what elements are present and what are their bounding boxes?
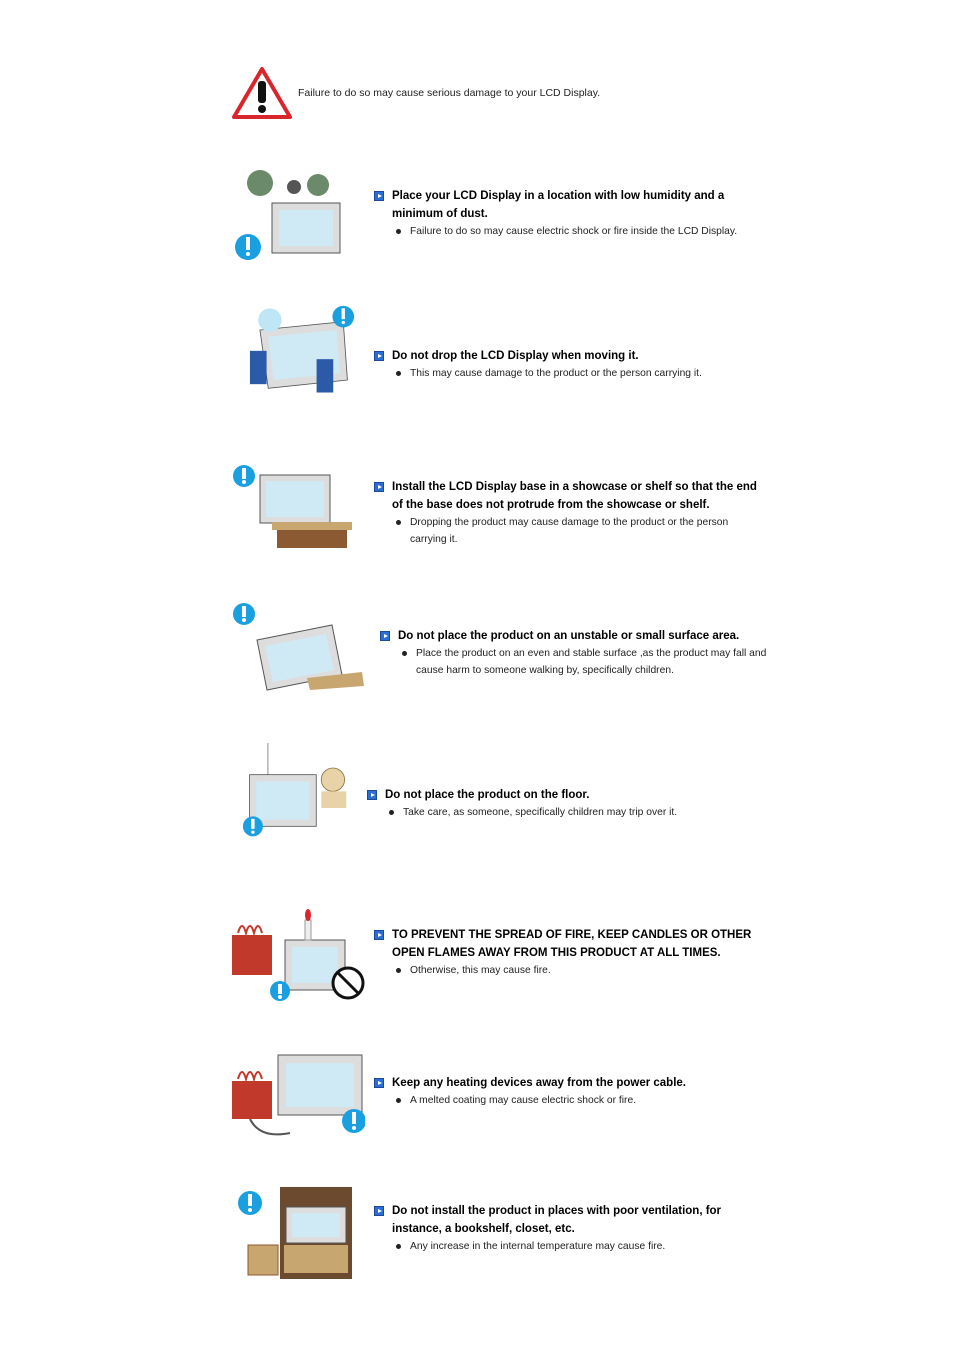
dot-bullet-icon	[396, 968, 401, 973]
list-item	[374, 1074, 754, 1109]
list-item	[374, 347, 754, 382]
warning-text: Failure to do so may cause serious damage to your LCD Display.	[298, 87, 601, 99]
list-item	[374, 1202, 744, 1255]
bullet-arrow-icon	[374, 351, 384, 361]
dot-bullet-icon	[396, 229, 401, 234]
item-title: Do not place the product on the floor.	[367, 786, 747, 804]
item-desc: Otherwise, this may cause fire.	[374, 962, 769, 979]
dust-humidity-illustration	[232, 165, 367, 265]
list-item	[380, 627, 775, 679]
item-desc: Dropping the product may cause damage to the product or the person carrying it.	[374, 514, 765, 548]
bullet-arrow-icon	[374, 191, 384, 201]
item-desc: A melted coating may cause electric shock or fire.	[374, 1092, 754, 1109]
bullet-arrow-icon	[374, 1206, 384, 1216]
dot-bullet-icon	[389, 810, 394, 815]
showcase-shelf-illustration	[232, 460, 367, 560]
item-title: Do not place the product on an unstable or small surface area.	[380, 627, 775, 645]
dot-bullet-icon	[396, 371, 401, 376]
item-title: Keep any heating devices away from the power cable.	[374, 1074, 754, 1092]
warning-triangle-icon	[232, 67, 292, 119]
list-item	[367, 786, 747, 821]
dot-bullet-icon	[396, 1098, 401, 1103]
unstable-surface-illustration	[232, 600, 367, 700]
drop-display-illustration	[232, 305, 367, 405]
bullet-arrow-icon	[380, 631, 390, 641]
dot-bullet-icon	[402, 651, 407, 656]
item-desc: Take care, as someone, specifically children may trip over it.	[367, 804, 747, 821]
bullet-arrow-icon	[374, 1078, 384, 1088]
item-title: Place your LCD Display in a location with low humidity and a minimum of dust.	[374, 187, 754, 223]
item-desc: Failure to do so may cause electric shock or fire inside the LCD Display.	[374, 223, 754, 240]
bullet-arrow-icon	[367, 790, 377, 800]
bullet-arrow-icon	[374, 482, 384, 492]
dot-bullet-icon	[396, 1244, 401, 1249]
candle-fire-illustration	[230, 905, 365, 1005]
poor-ventilation-illustration	[232, 1183, 367, 1283]
dot-bullet-icon	[396, 520, 401, 525]
item-desc: Any increase in the internal temperature may cause fire.	[374, 1238, 744, 1255]
item-title: Install the LCD Display base in a showcase or shelf so that the end of the base does not protrude from the showcase or shelf.	[374, 478, 769, 514]
heating-device-illustration	[230, 1048, 365, 1148]
item-title: Do not drop the LCD Display when moving it.	[374, 347, 754, 365]
list-item	[374, 478, 769, 548]
list-item	[374, 926, 769, 979]
item-desc: This may cause damage to the product or the person carrying it.	[374, 365, 754, 382]
floor-placement-illustration	[230, 743, 365, 843]
item-desc: Place the product on an even and stable surface ,as the product may fall and cause harm to someone walking by, specifically children.	[380, 645, 771, 679]
list-item	[374, 187, 754, 240]
item-title: TO PREVENT THE SPREAD OF FIRE, KEEP CANDLES OR OTHER OPEN FLAMES AWAY FROM THIS PRODUCT AT ALL TIMES.	[374, 926, 769, 962]
bullet-arrow-icon	[374, 930, 384, 940]
item-title: Do not install the product in places with poor ventilation, for instance, a bookshelf, closet, etc.	[374, 1202, 744, 1238]
